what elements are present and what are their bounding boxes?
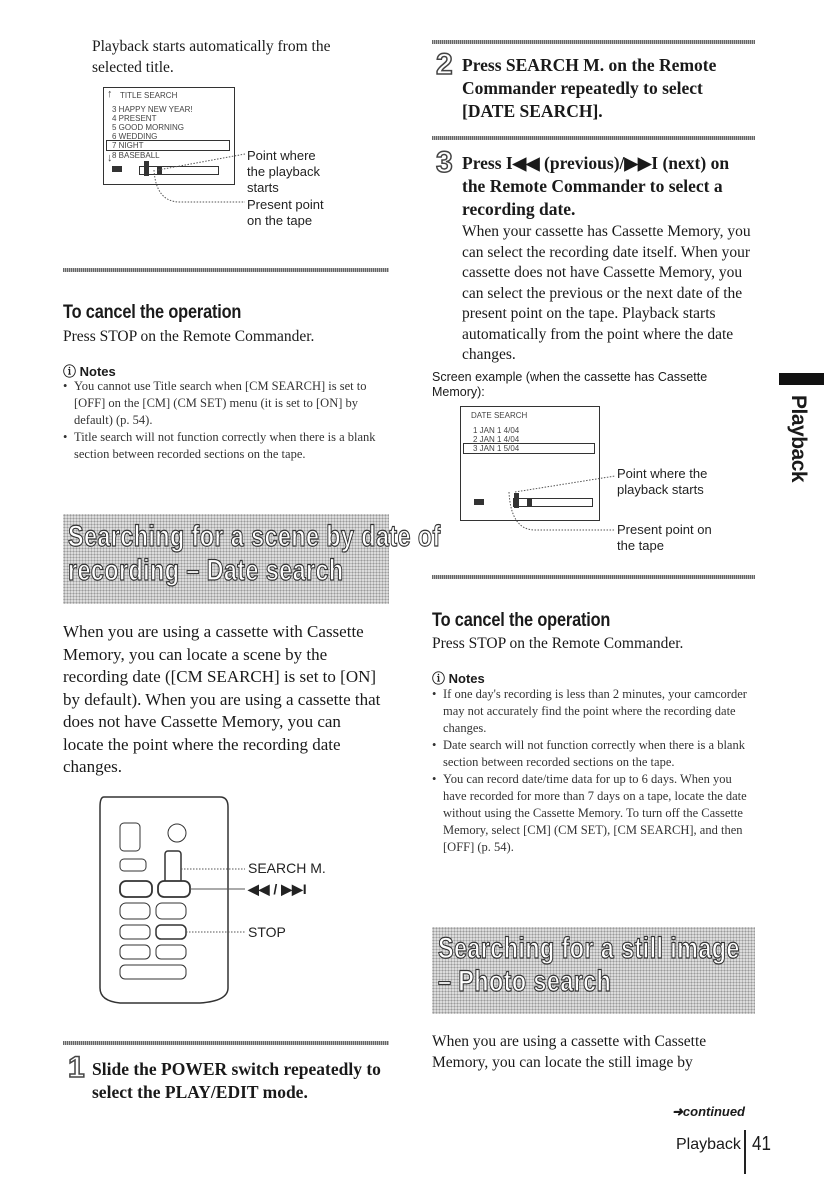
notes-list [432,686,750,856]
step-2-number: 2 [436,48,453,81]
note-item: • Title search will not function correctly when there is a blank section between recorded sections on the tape. [63,429,383,463]
remote-label-search-m: SEARCH M. [248,860,326,876]
step-3-body: When your cassette has Cassette Memory, you can select the recording date itself. When your cassette does not have Cassette Memory, you can select the previous or the next date of the present point on the tape. Playback starts automatically from the point where the date changes. [462,223,751,363]
banner-line-2: – Photo search [438,965,612,998]
footer-section: Playback [676,1136,741,1153]
notes-icon: ⓘ [63,364,77,379]
step-1-text: Slide the POWER switch repeatedly to select the PLAY/EDIT mode. [92,1059,381,1102]
callout-present-label: Present point on the tape [247,197,324,228]
note-item: • Date search will not function correctly when there is a blank section between recorded sections on the tape. [432,737,750,771]
cancel-heading: To cancel the operation [63,302,242,323]
divider [63,268,389,272]
cancel-heading: To cancel the operation [432,610,611,631]
notes-label: Notes [79,364,116,379]
date-search-header: DATE SEARCH [471,411,528,420]
note-item: • You cannot use Title search when [CM SEARCH] is set to [OFF] on the [CM] (CM SET) menu (it is set to [ON] by default) (p. 54). [63,378,383,429]
date-row: 1 JAN 1 4/04 [473,426,520,435]
date-row-selected: 3 JAN 1 5/04 [463,443,595,454]
title-row: 8 BASEBALL [112,151,160,160]
callout-lines [150,150,250,210]
step-3-text: Press I◀◀ (previous)/▶▶I (next) on the Remote Commander to select a recording date. [462,153,730,219]
photo-search-banner [432,927,755,1014]
side-tab-marker [779,373,824,385]
callout-present-label: Present point on the tape [617,522,712,553]
divider [432,136,755,140]
title-row: 4 PRESENT [112,114,157,123]
notes-label: Notes [448,671,485,686]
banner-line-1: Searching for a still image [438,932,740,965]
remote-label-stop: STOP [248,924,286,940]
start-marker-icon [144,161,149,176]
divider [432,40,755,44]
up-arrow-icon: ↑ [107,88,113,100]
banner-line-1: Searching for a scene by date of [68,520,441,553]
callout-point-label: Point where the playback starts [247,148,320,195]
side-tab-label: Playback [787,395,810,483]
notes-list [63,378,383,463]
tape-icon [474,499,484,505]
cancel-text: Press STOP on the Remote Commander. [63,328,315,345]
page-number: 41 [752,1133,771,1155]
step-1-number: 1 [68,1051,85,1084]
date-row: 2 JAN 1 4/04 [473,435,520,444]
title-search-header: TITLE SEARCH [120,91,178,100]
note-item: • If one day's recording is less than 2 minutes, your camcorder may not accurately find the point where the recording date changes. [432,686,750,737]
step-2-text: Press SEARCH M. on the Remote Commander repeatedly to select [DATE SEARCH]. [462,55,717,121]
step-3-number: 3 [436,146,453,179]
photo-search-intro: When you are using a cassette with Cassette Memory, you can locate the still image by [432,1033,707,1071]
screen-example-caption: Screen example (when the cassette has Cassette Memory): [432,370,708,399]
remote-label-prev-next: ◀◀ / ▶▶I [248,881,307,897]
cancel-text: Press STOP on the Remote Commander. [432,635,684,652]
banner-line-2: recording – Date search [68,554,344,587]
notes-icon: ⓘ [432,671,446,686]
title-row-selected: 7 NIGHT [106,140,230,151]
intro-text: Playback starts automatically from the selected title. [92,38,331,76]
tape-icon [112,166,122,172]
footer-divider [744,1130,746,1174]
callout-lines [505,470,620,535]
continued-label: ➜continued [672,1104,745,1119]
divider [432,575,755,579]
note-item: • You can record date/time data for up to 6 days. When you have recorded for more than 7 days on a tape, locate the date without using the Cassette Memory. To turn off the Cassette Memory, select [CM] (CM SET), [CM SEARCH], and then [OFF] (p. 54). [432,771,750,856]
notes-title [432,668,485,687]
title-row: 3 HAPPY NEW YEAR! [112,105,193,114]
date-search-intro: When you are using a cassette with Cassette Memory, you can locate a scene by the recording date ([CM SEARCH] is set to [ON] by default). When you are using a cassette that does not have Cassette Memory, you can locate the point where the recording date changes. [63,622,381,776]
divider [63,1041,389,1045]
remote-commander-illustration [60,793,320,1008]
down-arrow-icon: ↓ [107,152,113,164]
date-search-banner [63,514,441,604]
callout-point-label: Point where the playback starts [617,466,708,497]
title-row: 6 WEDDING [112,132,158,141]
title-row: 5 GOOD MORNING [112,123,185,132]
